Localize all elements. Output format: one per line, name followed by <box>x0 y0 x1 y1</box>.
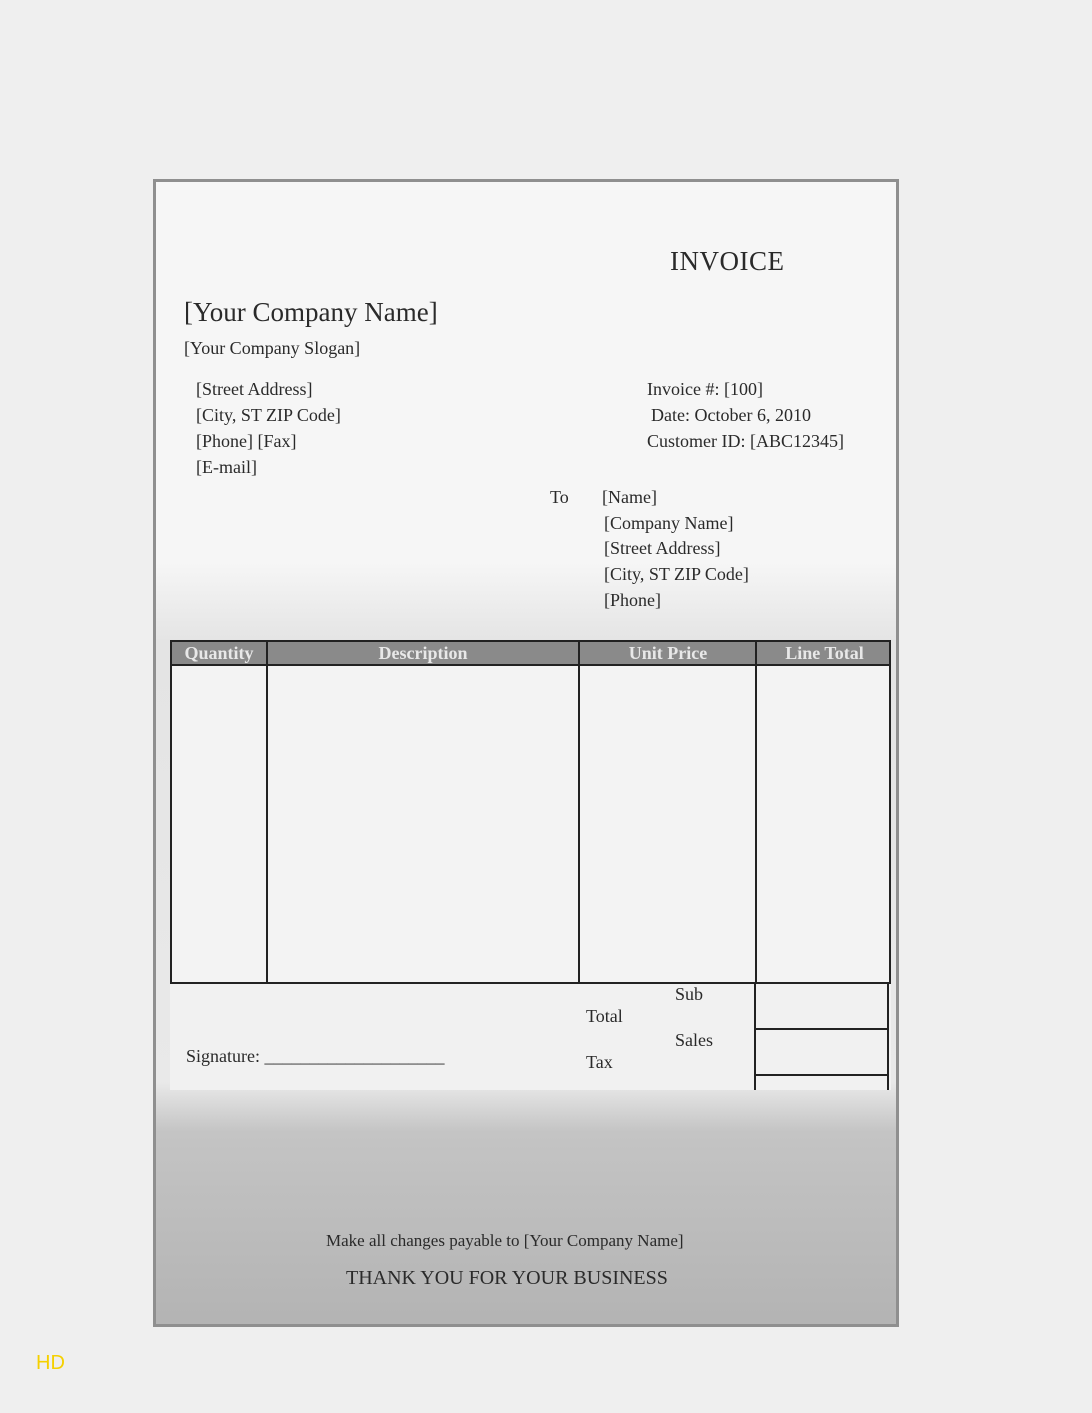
invoice-number: Invoice #: [100] <box>647 379 763 399</box>
sender-street: [Street Address] <box>196 379 313 399</box>
sender-city: [City, ST ZIP Code] <box>196 405 341 425</box>
invoice-date: Date: October 6, 2010 <box>651 405 811 425</box>
to-label: To <box>550 487 569 507</box>
recipient-company: [Company Name] <box>604 513 734 533</box>
recipient-city: [City, ST ZIP Code] <box>604 564 749 584</box>
sales-tax-label-bottom: Tax <box>586 1052 613 1072</box>
header-quantity: Quantity <box>184 643 254 663</box>
header-line-total: Line Total <box>785 643 864 663</box>
recipient-name: [Name] <box>602 487 657 507</box>
header-unit-price: Unit Price <box>628 643 708 663</box>
sender-email: [E-mail] <box>196 457 257 477</box>
recipient-phone: [Phone] <box>604 590 661 610</box>
subtotal-label-bottom: Total <box>586 1006 623 1026</box>
totals-section <box>170 984 891 1090</box>
invoice-sheet <box>153 179 899 1327</box>
total-value-box <box>754 1076 889 1090</box>
thank-you-message: THANK YOU FOR YOUR BUSINESS <box>346 1267 668 1289</box>
column-divider <box>266 642 268 982</box>
column-divider <box>578 642 580 982</box>
company-name: [Your Company Name] <box>184 297 438 327</box>
invoice-title: INVOICE <box>670 246 785 276</box>
subtotal-value-box <box>754 984 889 1030</box>
customer-id: Customer ID: [ABC12345] <box>647 431 844 451</box>
company-slogan: [Your Company Slogan] <box>184 338 361 358</box>
line-items-table <box>170 640 891 984</box>
sales-tax-label-top: Sales <box>675 1030 713 1050</box>
column-divider <box>755 642 757 982</box>
sender-phone-fax: [Phone] [Fax] <box>196 431 297 451</box>
sales-tax-value-box <box>754 1030 889 1076</box>
header-description: Description <box>378 643 468 663</box>
signature-line: Signature: ____________________ <box>186 1046 445 1066</box>
recipient-street: [Street Address] <box>604 538 721 558</box>
subtotal-label-top: Sub <box>675 984 704 1004</box>
table-header <box>172 642 889 666</box>
hd-watermark: HD <box>36 1352 65 1374</box>
payable-note: Make all changes payable to [Your Company Name] <box>326 1231 684 1250</box>
